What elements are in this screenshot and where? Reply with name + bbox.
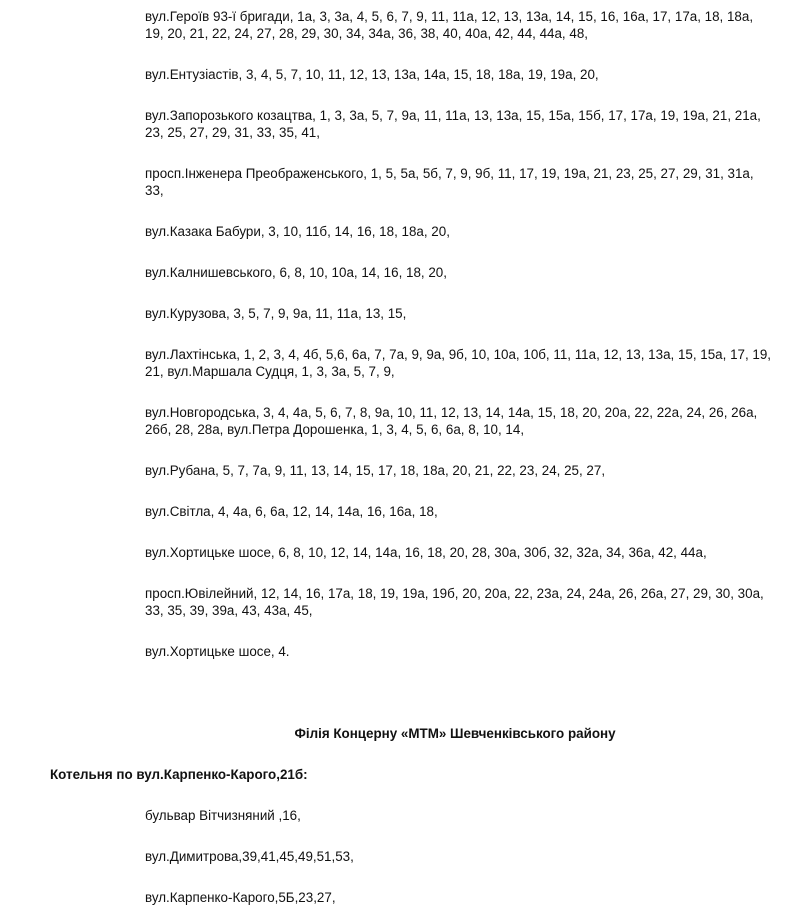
street-entry: вул.Ентузіастів, 3, 4, 5, 7, 10, 11, 12, 13, 13а, 14а, 15, 18, 18а, 19, 19а, 20, xyxy=(145,67,599,82)
boiler-heading: Котельня по вул.Карпенко-Карого,21б: xyxy=(50,767,308,782)
street-entry: вул.Лахтінська, 1, 2, 3, 4, 4б, 5,6, 6а, 7, 7а, 9, 9а, 9б, 10, 10а, 10б, 11, 11а, 12, 13, 13а, 15, 15а, 17, 19, 21, вул.Маршала Судця, 1, 3, 3а, 5, 7, 9, xyxy=(145,347,772,379)
street-entry: вул.Калнишевського, 6, 8, 10, 10а, 14, 16, 18, 20, xyxy=(145,265,447,280)
street-entry: бульвар Вітчизняний ,16, xyxy=(145,808,301,823)
street-entry: вул.Карпенко-Карого,5Б,23,27, xyxy=(145,890,336,905)
street-entry: вул.Хортицьке шосе, 6, 8, 10, 12, 14, 14а, 16, 18, 20, 28, 30а, 30б, 32, 32а, 34, 36а, 42, 44а, xyxy=(145,545,707,560)
street-entry: вул.Хортицьке шосе, 4. xyxy=(145,644,290,659)
street-entry: вул.Новгородська, 3, 4, 4а, 5, 6, 7, 8, 9а, 10, 11, 12, 13, 14, 14а, 15, 18, 20, 20а, 22, 22а, 24, 26, 26а, 26б, 28, 28а, вул.Петра Дорошенка, 1, 3, 4, 5, 6, 6а, 8, 10, 14, xyxy=(145,405,758,437)
street-entry: вул.Світла, 4, 4а, 6, 6а, 12, 14, 14а, 16, 16а, 18, xyxy=(145,504,438,519)
street-entry: просп.Ювілейний, 12, 14, 16, 17а, 18, 19, 19а, 19б, 20, 20а, 22, 23а, 24, 24а, 26, 26а, 27, 29, 30, 30а, 33, 35, 39, 39а, 43, 43а, 45, xyxy=(145,586,764,618)
street-entry: вул.Димитрова,39,41,45,49,51,53, xyxy=(145,849,354,864)
street-entry: просп.Інженера Преображенського, 1, 5, 5а, 5б, 7, 9, 9б, 11, 17, 19, 19а, 21, 23, 25, 27, 29, 31, 31а, 33, xyxy=(145,166,754,198)
street-entry: вул.Героїв 93-ї бригади, 1а, 3, 3а, 4, 5, 6, 7, 9, 11, 11а, 12, 13, 13а, 14, 15, 16, 16а, 17, 17а, 18, 18а, 19, 20, 21, 22, 24, 27, 28, 29, 30, 34, 34а, 36, 38, 40, 40а, 42, 44, 44а, 48, xyxy=(145,9,754,41)
street-entry: вул.Запорозького козацтва, 1, 3, 3а, 5, 7, 9а, 11, 11а, 13, 13а, 15, 15а, 15б, 17, 17а, 19, 19а, 21, 21а, 23, 25, 27, 29, 31, 33, 35, 41, xyxy=(145,108,761,140)
street-entry: вул.Курузова, 3, 5, 7, 9, 9а, 11, 11а, 13, 15, xyxy=(145,306,407,321)
section-title: Філія Концерну «МТМ» Шевченківського району xyxy=(294,726,616,741)
street-entry: вул.Казака Бабури, 3, 10, 11б, 14, 16, 18, 18а, 20, xyxy=(145,224,450,239)
street-entry: вул.Рубана, 5, 7, 7а, 9, 11, 13, 14, 15, 17, 18, 18а, 20, 21, 22, 23, 24, 25, 27, xyxy=(145,463,606,478)
